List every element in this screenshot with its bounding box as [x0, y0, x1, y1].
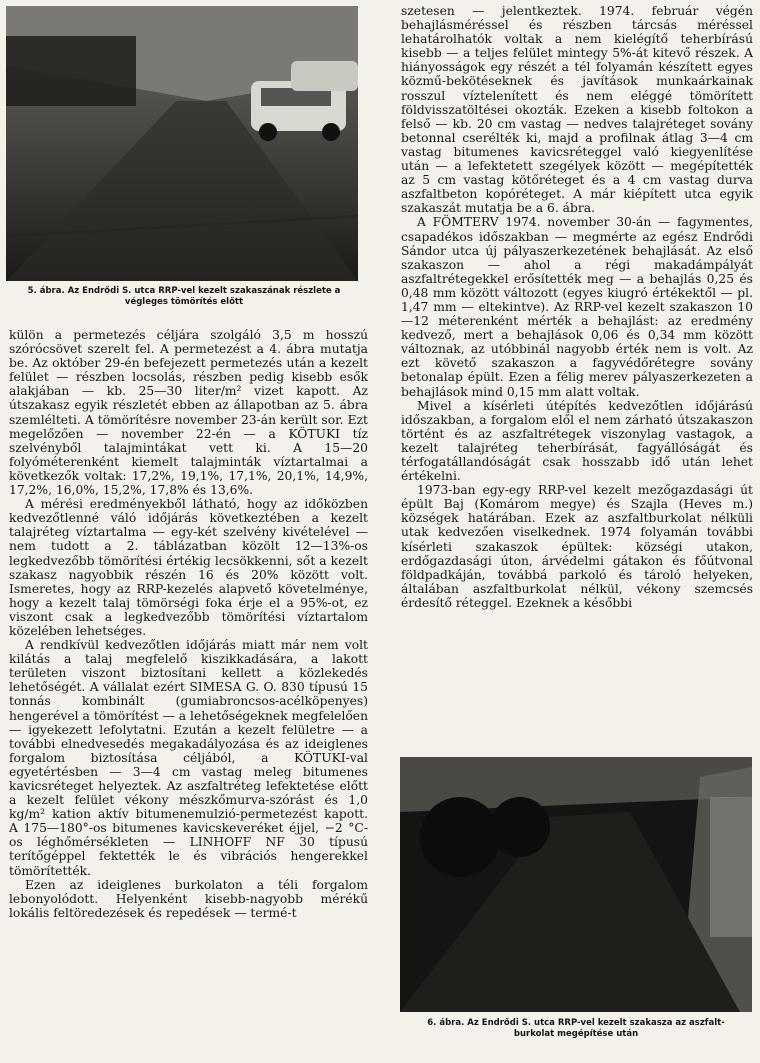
right-body-text: [401, 4, 753, 610]
paragraph: A FÖMTERV 1974. november 30-án — fagymentes, csapadékos időszakban — megmérte az egész Endrődi Sándor utca új pályaszerkezetének behajlását. Az első szakaszon — ahol a régi makadámpályát aszfaltrétegekkel erősítették meg — a behajlás 0,25 és 0,48 mm között változott (egyes kiugró értékektől — pl. 1,47 mm — eltekintve). Az RRP-vel kezelt szakaszon 10—12 méterenként mérték a behajlást: az eredmény kedvező, mert a behajlások 0,06 és 0,34 mm között változnak, az utóbbinál nagyobb érték nem is volt. Az ezt követő szakaszon a fagyvédőrétegre sovány betonalap épült. Ezen a félig merev pályaszerkezeten a behajlások mind 0,15 mm alatt voltak.: [401, 215, 753, 399]
paragraph: A mérési eredményekből látható, hogy az időközben kedvezőtlenné váló időjárás következtében a kezelt talajréteg víztartalma — egy-két szelvény kivételével — nem tudott a 2. táblázatban közölt 12—13%-os legkedvezőbb tömörítési értékig lecsökkenni, sőt a kezelt szakasz nagyobbik részén 16 és 20% között volt. Ismeretes, hogy az RRP-kezelés alapvető követelménye, hogy a kezelt talaj tömörségi foka érje el a 95%-ot, ez viszont csak a legkedvezőbb tömörítési víztartalom közelében lehetséges.: [9, 497, 368, 638]
figure-6-caption: 6. ábra. Az Endrődi S. utca RRP-vel kezelt szakasza az aszfalt-burkolat megépítése után: [427, 1018, 725, 1039]
paragraph: 1973-ban egy-egy RRP-vel kezelt mezőgazdasági út épült Baj (Komárom megye) és Szajla (Heves m.) községek határában. Ezek az aszfaltburkolat nélküli utak kedvezően viselkednek. 1974 folyamán további kísérleti szakaszok épültek: községi utakon, erdőgazdasági úton, árvédelmi gátakon és főútvonal földpadkáján, továbbá parkoló és tároló helyeken, általában aszfaltburkolat nélkül, vékony szemcsés érdesítő réteggel. Ezeknek a későbbi: [401, 483, 753, 610]
left-body-text: [9, 328, 368, 920]
street-photo-image: [6, 6, 358, 281]
right-column: [395, 0, 753, 610]
figure-5-photo: [6, 6, 358, 281]
paragraph: szetesen — jelentkeztek. 1974. február végén behajlásméréssel és részben tárcsás méréssel lehatárolhatók voltak a nem kielégítő teherbírású kisebb — a teljes felület mintegy 5%-át kitevő részek. A hiányosságok egy részét a tél folyamán készített egyes közmű-bekötéseknek és javítások munkaárkainak rosszul víztelenített és nem eléggé tömörített földvisszatöltései okozták. Ezeken a kisebb foltokon a felső — kb. 20 cm vastag — nedves talajréteget sovány betonnal cserélték ki, majd a profilnak átlag 3—4 cm vastag bitumenes kavicsréteggel való kiegyenlítése után — a lefektetett szegélyek között — megépítették az 5 cm vastag kötőréteget és a 4 cm vastag durva aszfaltbeton kopóréteget. A már kiépített utca egyik szakaszát mutatja be a 6. ábra.: [401, 4, 753, 216]
paragraph: Ezen az ideiglenes burkolaton a téli forgalom lebonyolódott. Helyenként kisebb-nagyobb mérékű lokális feltöredezések és repedések — termé-t: [9, 877, 368, 920]
street-photo-image: [400, 757, 752, 1012]
paragraph: A rendkívül kedvezőtlen időjárás miatt már nem volt kilátás a talaj megfelelő kiszikkadására, a lakott területen viszont biztosítani kellett a közlekedés lehetőségét. A vállalat ezért SIMESA G. O. 830 típusú 15 tonnás kombinált (gumiabroncsos-acélköpenyes) hengerével a tömörítést — a lehetőségeknek megfelelően — igyekezett lefolytatni. Ezután a kezelt felületre — a további elnedvesedés megakadályozása és az ideiglenes forgalom biztosítása céljából, a KÖTUKI-val egyetértésben — 3—4 cm vastag meleg bitumenes kavicsréteget helyeztek. Az aszfaltréteg lefektetése előtt a kezelt felület vékony mészkőmurva-szórást és 1,0 kg/m² kation aktív bitumenemulzió-permetezést kapott. A 175—180°-os bitumenes kavicskeveréket éjjel, −2 °C-os léghőmérsékleten — LINHOFF NF 30 típusú terítőgéppel fektették le és vibrációs hengerekkel tömörítették.: [9, 638, 368, 878]
paragraph: külön a permetezés céljára szolgáló 3,5 m hosszú szórócsövet szerelt fel. A permetezést a 4. ábra mutatja be. Az október 29-én befejezett permetezés után a kezelt felület — részben locsolás, részben pedig kisebb esők alakjában — kb. 25—30 liter/m² vizet kapott. Az útszakasz egyik részletét ebben az állapotban az 5. ábra szemlélteti. A tömörítésre november 23-án került sor. Ezt megelőzően — november 22-én — a KÖTUKI tíz szelvényből talajmintákat vett ki. A 15—20 folyóméterenként kiemelt talajminták víztartalmai a következők voltak: 17,2%, 19,1%, 17,1%, 20,1%, 14,9%, 17,2%, 16,0%, 15,2%, 17,8% és 13,6%.: [9, 328, 368, 498]
figure-5-caption: 5. ábra. Az Endrődi S. utca RRP-vel kezelt szakaszának részlete a végleges tömörítés előtt: [27, 286, 341, 307]
figure-6-photo: [400, 757, 752, 1012]
left-column: [0, 0, 368, 920]
figure-6: [400, 757, 752, 1040]
paragraph: Mivel a kísérleti útépítés kedvezőtlen időjárású időszakban, a forgalom elől el nem zárható útszakaszon történt és az aszfaltrétegek viszonylag vastagok, a kezelt talajréteg teherbírását, fagyállóságát és térfogatállandóságát csak hosszabb idő után lehet értékelni.: [401, 398, 753, 484]
